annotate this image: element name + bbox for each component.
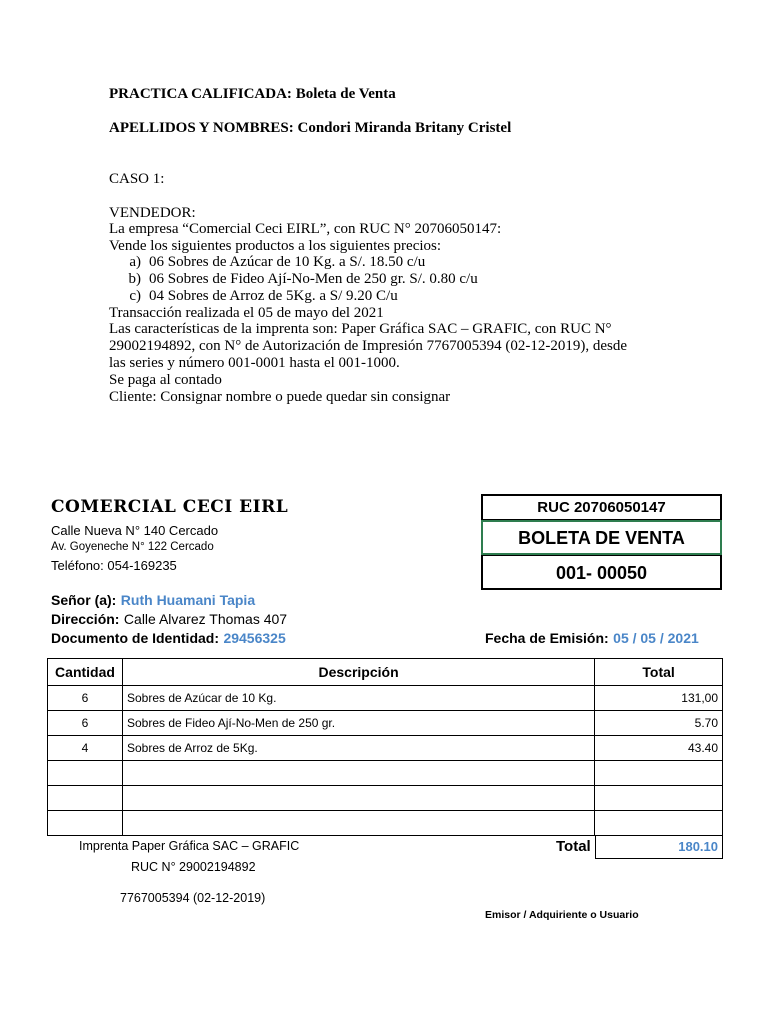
sells-line: Vende los siguientes productos a los siguientes precios: [109, 238, 442, 254]
items-table [47, 658, 723, 836]
description-cell [122, 786, 594, 811]
printer-authorization: 7767005394 (02-12-2019) [120, 891, 266, 905]
client-line: Cliente: Consignar nombre o puede quedar sin consignar [109, 389, 451, 405]
case-heading: CASO 1: [109, 171, 165, 187]
table-row [48, 811, 723, 836]
total-value: 180.10 [595, 835, 723, 859]
list-text: 04 Sobres de Arroz de 5Kg. a S/ 9.20 C/u [149, 288, 398, 304]
company-address-2: Av. Goyeneche N° 122 Cercado [51, 541, 214, 553]
description-cell: Sobres de Arroz de 5Kg. [122, 736, 594, 761]
list-item [109, 288, 478, 305]
table-row [48, 761, 723, 786]
total-cell [595, 786, 723, 811]
printer-line-3: las series y número 001-0001 hasta el 001-1000. [109, 355, 400, 371]
address-label: Dirección: [51, 611, 120, 627]
qty-cell: 6 [48, 711, 123, 736]
ruc-number: RUC 20706050147 [483, 496, 720, 520]
total-cell: 131,00 [595, 686, 723, 711]
practice-title-label: PRACTICA CALIFICADA: [109, 86, 292, 102]
company-phone: Teléfono: 054-169235 [51, 558, 177, 573]
payment-line: Se paga al contado [109, 372, 222, 388]
address-value: Calle Alvarez Thomas 407 [123, 611, 288, 627]
list-text: 06 Sobres de Fideo Ají-No-Men de 250 gr. S/. 0.80 c/u [149, 271, 478, 287]
qty-cell: 6 [48, 686, 123, 711]
ruc-box [481, 494, 722, 590]
total-label: Total [556, 838, 591, 855]
column-header-total: Total [595, 659, 723, 686]
date-value: 05 / 05 / 2021 [613, 630, 699, 646]
document-type: BOLETA DE VENTA [481, 520, 722, 555]
student-names [109, 120, 511, 137]
list-marker: a) [129, 254, 141, 270]
transaction-line: Transacción realizada el 05 de mayo del 2021 [109, 305, 384, 321]
table-row [48, 786, 723, 811]
printer-line-2: 29002194892, con N° de Autorización de Impresión 7767005394 (02-12-2019), desde [109, 338, 627, 354]
document-number: 001- 00050 [483, 555, 720, 590]
list-item [109, 271, 478, 288]
list-text: 06 Sobres de Azúcar de 10 Kg. a S/. 18.50 c/u [149, 254, 426, 270]
table-header-row [48, 659, 723, 686]
total-cell: 5.70 [595, 711, 723, 736]
qty-cell [48, 811, 123, 836]
practice-title-value: Boleta de Venta [295, 86, 396, 102]
practice-title [109, 86, 396, 103]
id-label: Documento de Identidad: [51, 630, 219, 646]
qty-cell [48, 761, 123, 786]
id-value: 29456325 [223, 630, 286, 646]
customer-name: Ruth Huamani Tapia [120, 592, 256, 608]
description-cell: Sobres de Fideo Ají-No-Men de 250 gr. [122, 711, 594, 736]
list-marker: b) [128, 271, 141, 287]
table-row [48, 711, 723, 736]
customer-row [51, 592, 255, 610]
student-names-label: APELLIDOS Y NOMBRES: [109, 120, 294, 136]
column-header-description: Descripción [122, 659, 594, 686]
description-cell: Sobres de Azúcar de 10 Kg. [122, 686, 594, 711]
list-marker: c) [129, 288, 141, 304]
printer-name: Imprenta Paper Gráfica SAC – GRAFIC [79, 839, 300, 853]
seller-label: VENDEDOR: [109, 205, 196, 221]
company-name: COMERCIAL CECI EIRL [51, 497, 289, 517]
qty-cell [48, 786, 123, 811]
company-address-1: Calle Nueva N° 140 Cercado [51, 523, 219, 538]
total-cell: 43.40 [595, 736, 723, 761]
printer-line-1: Las características de la imprenta son: Paper Gráfica SAC – GRAFIC, con RUC N° [109, 321, 612, 337]
table-row [48, 736, 723, 761]
customer-label: Señor (a): [51, 592, 117, 608]
total-cell [595, 811, 723, 836]
footer-note: Emisor / Adquiriente o Usuario [485, 909, 639, 921]
list-item [109, 254, 478, 271]
id-row [51, 630, 286, 648]
description-cell [122, 811, 594, 836]
product-list [109, 254, 478, 305]
description-cell [122, 761, 594, 786]
total-cell [595, 761, 723, 786]
date-label: Fecha de Emisión: [485, 630, 609, 646]
table-row [48, 686, 723, 711]
printer-ruc: RUC N° 29002194892 [131, 860, 256, 874]
address-row [51, 611, 287, 629]
qty-cell: 4 [48, 736, 123, 761]
date-row [485, 630, 699, 648]
company-line: La empresa “Comercial Ceci EIRL”, con RUC N° 20706050147: [109, 221, 502, 237]
column-header-qty: Cantidad [48, 659, 123, 686]
student-names-value: Condori Miranda Britany Cristel [297, 120, 512, 136]
